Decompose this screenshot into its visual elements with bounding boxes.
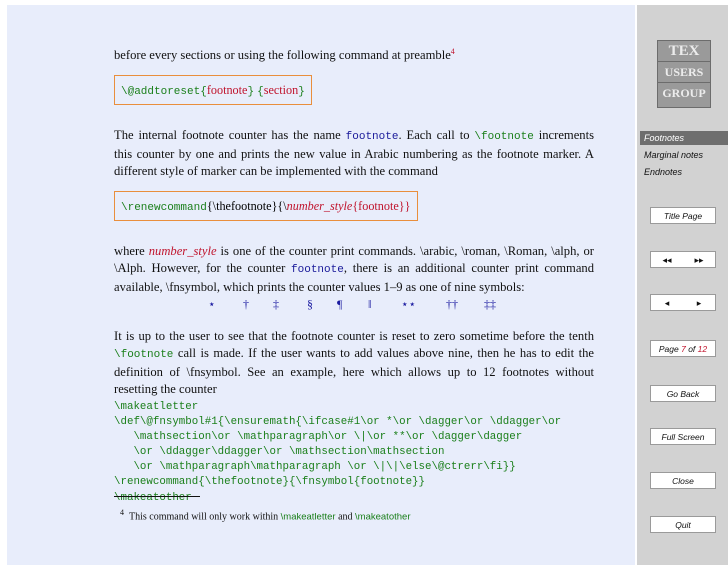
- code-listing: \makeatletter \def\@fnsymbol#1{\ensuremath{\ifcase#1\or *\or \dagger\or \ddagger\or \mathsection\or \mathparagraph\or \|\or **\or \dagger\dagger \or \ddagger\ddagger\or \mathsection\mathsection \or \mathparagraph\mathparagraph \or \|\|\else\@ctrerr\fi}} \renewcommand{\thefootnote}{\fnsymbol{footnote}} \makeatother: [114, 401, 562, 504]
- close-button[interactable]: Close: [650, 472, 716, 489]
- prev-next-buttons: [650, 294, 716, 311]
- nav-endnotes[interactable]: Endnotes: [644, 167, 683, 177]
- full-screen-button[interactable]: Full Screen: [650, 428, 716, 445]
- addtoreset-command: \@addtoreset: [121, 86, 201, 98]
- symbol-double-bar: ‖: [368, 297, 372, 311]
- nav-marginal-notes[interactable]: Marginal notes: [644, 150, 704, 160]
- paragraph-counter: The internal footnote counter has the name footnote. Each call to \footnote increments this counter by one and prints the new value in Arabic numbering as the footnote marker. A different style of marker can be implemented with the command: [114, 128, 594, 178]
- footnote-command: \footnote: [474, 131, 534, 143]
- symbol-double-star: ⋆⋆: [401, 297, 417, 311]
- current-page-number: 7: [681, 344, 686, 354]
- footnote-marker[interactable]: 4: [450, 47, 455, 56]
- symbol-double-ddagger: ‡‡: [484, 297, 496, 311]
- previous-page-icon[interactable]: ◂: [664, 298, 670, 308]
- number-style-inline: number_style: [148, 244, 217, 258]
- tex-users-group-logo: TEX USERS GROUP: [657, 40, 711, 108]
- symbol-paragraph: ¶: [337, 297, 343, 311]
- symbol-star: ⋆: [208, 297, 216, 311]
- symbol-dagger: †: [243, 297, 249, 311]
- go-back-button[interactable]: Go Back: [650, 385, 716, 402]
- paragraph-intro: [114, 43, 594, 64]
- quit-button[interactable]: Quit: [650, 516, 716, 533]
- code-box-renewcommand: \renewcommand{\thefootnote}{\number_style{footnote}}: [114, 191, 418, 221]
- paragraph-print-commands: where number_style is one of the counter print commands. \arabic, \roman, \Roman, \alph, or \Alph. However, for the counter footnote, there is an additional counter print command available, \fnsymbol, which prints the counter values 1–9 as one of nine symbols:: [114, 244, 594, 294]
- title-page-button[interactable]: Title Page: [650, 207, 716, 224]
- page-indicator: Page 7 of 12: [650, 340, 716, 357]
- footnote-keyword-inline: footnote: [291, 264, 344, 276]
- symbol-double-dagger: ††: [446, 297, 458, 311]
- symbol-ddagger: ‡: [273, 297, 279, 311]
- addtoreset-arg2: section: [263, 83, 299, 97]
- first-page-icon[interactable]: ◂◂: [662, 255, 672, 265]
- total-pages: 12: [697, 344, 708, 354]
- footnote-counter-keyword: footnote: [345, 131, 399, 143]
- intro-text: before every sections or using the following command at preamble: [114, 48, 451, 63]
- first-last-buttons: [650, 251, 716, 268]
- last-page-icon[interactable]: ▸▸: [694, 255, 704, 265]
- next-page-icon[interactable]: ▸: [696, 298, 702, 308]
- footnote-rule: [114, 496, 200, 497]
- number-style-placeholder: number_style: [286, 199, 353, 213]
- addtoreset-arg1: footnote: [206, 83, 248, 97]
- renewcommand-command: \renewcommand: [121, 202, 207, 214]
- paragraph-reset: It is up to the user to see that the footnote counter is reset to zero sometime before the tenth \footnote call is made. If the user wants to add values above nine, then he has to edit the definition of \fnsymbol. See an example, here which allows up to 12 footnotes without resetting the counter: [114, 329, 594, 396]
- nav-footnotes[interactable]: Footnotes: [640, 131, 728, 145]
- code-box-addtoreset: \@addtoreset{footnote} {section}: [114, 75, 312, 105]
- footnote-text: $^4$ This command will only work within \makeatletter and \makeatother: [120, 508, 411, 523]
- symbol-section: §: [307, 297, 313, 311]
- footnote-command-inline: \footnote: [114, 349, 174, 361]
